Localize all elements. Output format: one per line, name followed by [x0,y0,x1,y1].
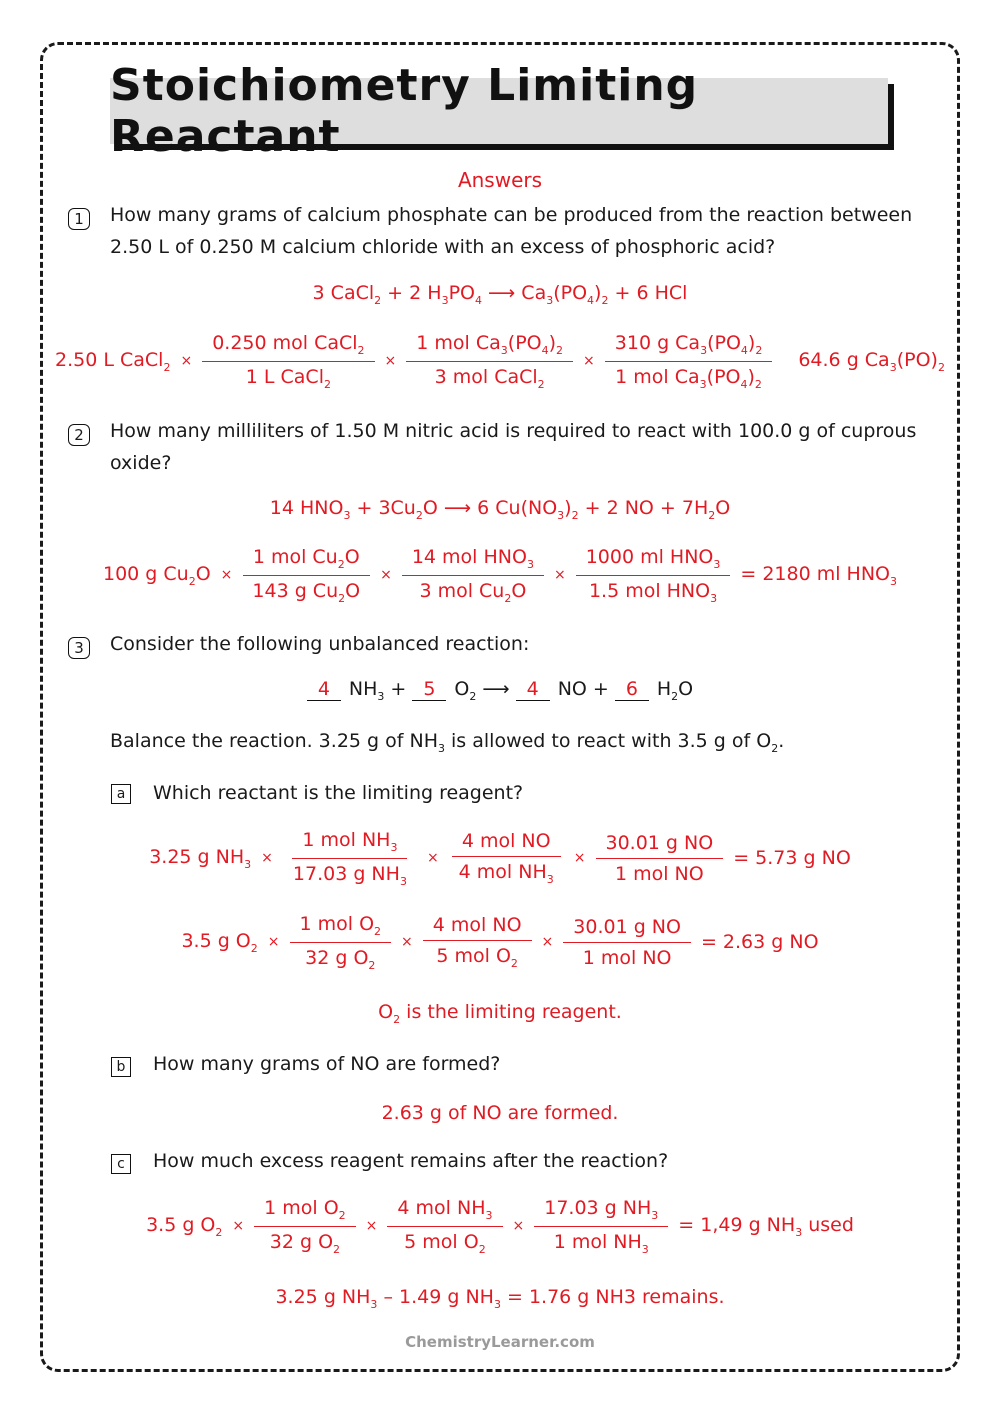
q1-result: 64.6 g $Ca_3(PO)_2$ [798,348,945,374]
footer-brand: ChemistryLearner.com [405,1333,595,1351]
q2-result: = 2180 ml $HNO_3$ [740,562,898,588]
q2-factor-1: $\frac{1 mol Cu_2O}{143 g Cu_2O}$ [242,546,370,605]
subquestion-b-label: b [111,1057,131,1077]
title-banner [110,60,888,162]
coefficient-4: 6 [615,678,649,701]
subquestion-a-calc-2: 3.5 g $O_2$ × $\frac{1 mol O_2}{32 g O_2}$ × $\frac{\text{4 mol NO}}{5 mol O_2}$ × $\frac{\text{30.01 g NO}}{\text{1 mol NO}}$ = 2.63 g NO [181,913,819,972]
q1-factor-3: $\frac{310 g Ca_3(PO_4)_2}{1 mol Ca_3(PO_4)_2}$ [605,332,773,391]
question-1-equation: 3 CaCl$_2$ + 2 $H_3PO_4$ ⟶ $Ca_3(PO_4)_2 + 6$ HCl [312,282,688,307]
subquestion-a-conclusion: $O_2$ is the limiting reagent. [378,1001,622,1026]
question-3-text: Consider the following unbalanced reaction: [110,633,530,655]
q1-start: 2.50 L CaCl$_2$ [55,348,171,374]
coefficient-3: 4 [516,678,550,701]
page-title: Stoichiometry Limiting Reactant [110,78,888,144]
subquestion-a-label: a [111,784,131,804]
question-1-line-2: 2.50 L of 0.250 M calcium chloride with an excess of phosphoric acid? [110,236,776,258]
q2-start: 100 g $Cu_2O$ [102,562,211,588]
subquestion-c-label: c [111,1154,131,1174]
subquestion-b-answer: 2.63 g of NO are formed. [381,1102,619,1124]
question-2-text [110,415,940,479]
q1-factor-2: $\frac{1 mol Ca_3(PO_4)_2}{3 mol CaCl_2}$ [406,332,573,391]
subquestion-c-final: 3.25 g $NH_3 - 1.49$ g $NH_3 = 1.76$ g NH3 remains. [275,1286,725,1311]
subquestion-c-text: How much excess reagent remains after the reaction? [153,1150,669,1172]
question-2-equation: 14 $HNO_3 + 3Cu_2O$ ⟶ 6 $Cu(NO_3)_2 + 2$ NO + $7H_2O$ [269,497,731,522]
subquestion-a-calc-1: 3.25 g $NH_3$ × $\frac{1 mol NH_3}{17.03 g NH_3}$ × $\frac{\text{4 mol NO}}{4 mol NH_3}$ × $\frac{\text{30.01 g NO}}{\text{1 mol NO}}$ = 5.73 g NO [149,829,851,888]
question-2-number: 2 [68,424,90,446]
question-2-calculation: 100 g $Cu_2O$ × $\frac{1 mol Cu_2O}{143 g Cu_2O}$ × $\frac{14 mol HNO_3}{3 mol Cu_2O}$ × $\frac{1000 ml HNO_3}{1.5 mol HNO_3}$ = 2180 ml $HNO_3$ [102,546,898,605]
coefficient-2: 5 [412,678,446,701]
question-3-number: 3 [68,637,90,659]
question-2-line-1: How many milliliters of 1.50 M nitric acid is required to react with 100.0 g of cuprous [110,420,917,442]
subquestion-a-text: Which reactant is the limiting reagent? [153,782,524,804]
q2-factor-3: $\frac{1000 ml HNO_3}{1.5 mol HNO_3}$ [576,546,731,605]
coefficient-1: 4 [307,678,341,701]
question-2-line-2: oxide? [110,452,172,474]
question-1-calculation: 2.50 L CaCl$_2$ × $\frac{0.250 mol CaCl_2}{1 L CaCl_2}$ × $\frac{1 mol Ca_3(PO_4)_2}{3 mol CaCl_2}$ × $\frac{310 g Ca_3(PO_4)_2}{1 mol Ca_3(PO_4)_2}$ 64.6 g $Ca_3(PO)_2$ [55,332,945,391]
question-3-equation: 4 $NH_3 + 5$ $O_2$ ⟶ 4 NO + 6 $H_2O$ [0,678,1000,703]
question-3-balance-text: Balance the reaction. 3.25 g of $NH_3$ is allowed to react with 3.5 g of $O_2$. [110,730,785,755]
subquestion-c-calculation: 3.5 g $O_2$ × $\frac{1 mol O_2}{32 g O_2}$ × $\frac{4 mol NH_3}{5 mol O_2}$ × $\frac{17.03 g NH_3}{1 mol NH_3}$ = 1,49 g $NH_3$ used [146,1197,854,1256]
question-1-text [110,199,940,263]
subquestion-b-text: How many grams of NO are formed? [153,1053,501,1075]
answers-label: Answers [457,168,543,192]
q1-factor-1: $\frac{0.250 mol CaCl_2}{1 L CaCl_2}$ [202,332,374,391]
question-1-line-1: How many grams of calcium phosphate can be produced from the reaction between [110,204,913,226]
q2-factor-2: $\frac{14 mol HNO_3}{3 mol Cu_2O}$ [402,546,544,605]
question-1-number: 1 [68,208,90,230]
